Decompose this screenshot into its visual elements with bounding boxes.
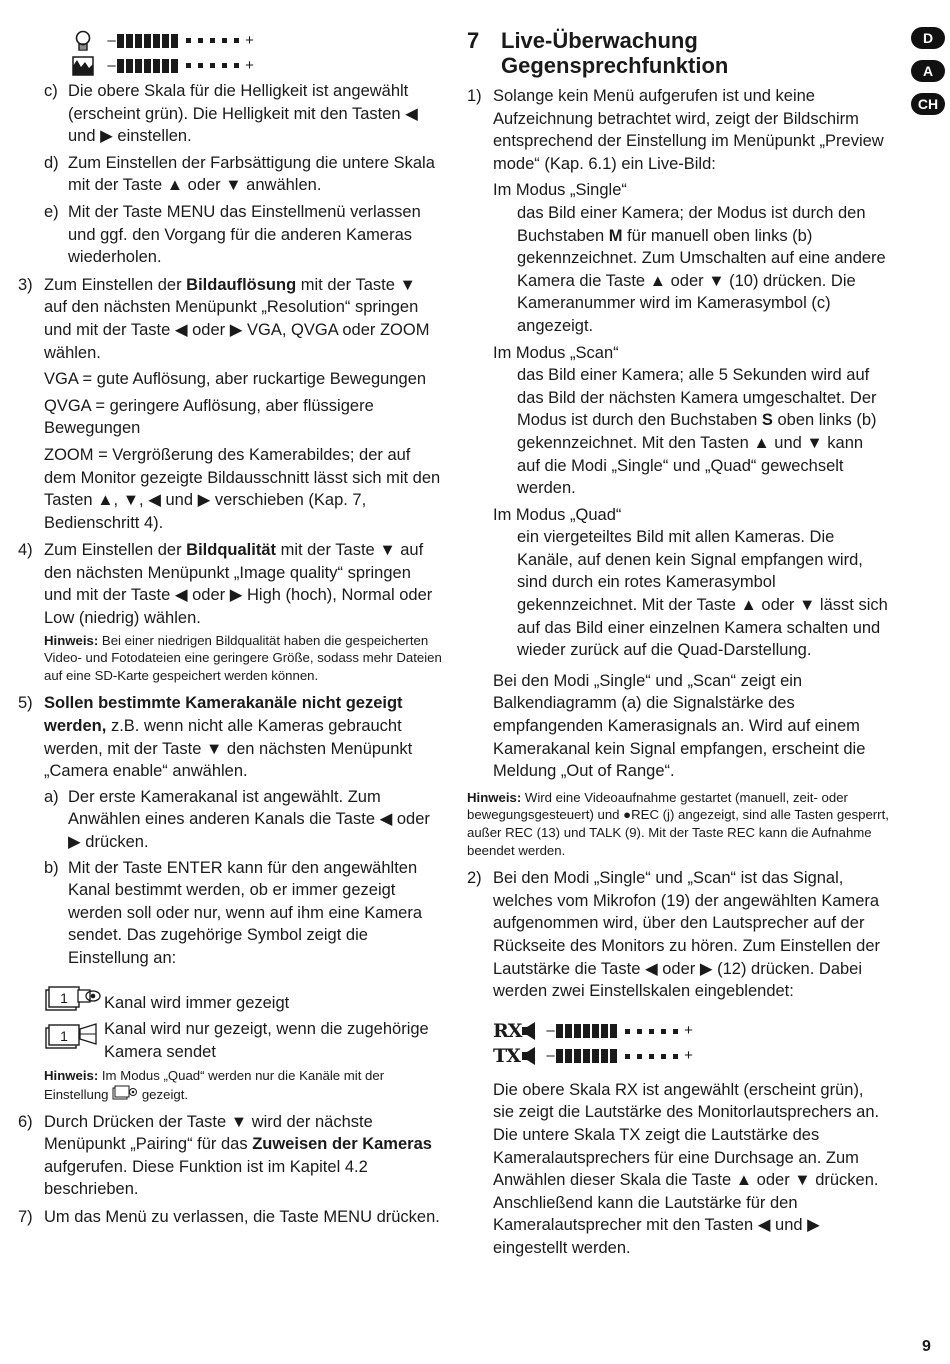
channel-always-row — [18, 984, 442, 1015]
camera-channel-always-icon — [112, 1085, 138, 1101]
recording-hint: Hinweis: Wird eine Videoaufnahme gestartet (manuell, zeit- oder bewegungsgesteuert) und ●REC (j) angezeigt, sind alle Tasten gesperrt, außer REC (13) und TALK (9). Mit der Taste REC kann die Aufnahme beendet werden. — [467, 789, 889, 858]
bar-diagram-text: Bei den Modi „Single“ und „Scan“ zeigt ein Balkendiagramm (a) die Signalstärke des empfangenden Kamerasignals an. Wird auf einem Kamerakanal kein Signal empfangen, erscheint die Meldung „Out of Range“. — [493, 671, 866, 781]
scale-plus: + — [684, 1022, 693, 1040]
scale-minus: – — [546, 1047, 555, 1065]
channel-sending-row — [18, 1018, 442, 1063]
mode-single-text: das Bild einer Kamera; der Modus ist durch den Buchstaben M für manuell oben links (b) gekennzeichnet. Zum Umschalten auf eine andere Kamera die Taste ▲ oder ▼ (10) drücken. Die Kameranummer wird im Kamerasymbol (c) angezeigt. — [517, 203, 886, 335]
rx-label: RX — [493, 1019, 522, 1042]
channel-number-label: 1 — [60, 1028, 68, 1045]
quality-instruction: Zum Einstellen der Bildqualität mit der Taste ▼ auf den nächsten Menüpunkt „Image quality“ springen und mit der Taste ◀ oder ▶ High (hoch), Normal oder Low (niedrig) wählen. — [44, 541, 433, 628]
resolution-instruction: Zum Einstellen der Bildauflösung mit der Taste ▼ auf den nächsten Menüpunkt „Resolution“ springen und mit der Taste ◀ oder ▶ VGA, QVGA oder ZOOM wählen. — [44, 275, 430, 362]
list-item-3: 3) Zum Einstellen der Bildauflösung mit der Taste ▼ auf den nächsten Menüpunkt „Resolution“ springen und mit der Taste ◀ oder ▶ VGA, QVGA oder ZOOM wählen. VGA = gute Auflösung, aber ruckartige Bewegungen QVGA = geringere Auflösung, aber flüssigere Bewegungen ZOOM = Vergrößerung des Kamerabildes; der auf dem Monitor gezeigte Bildausschnitt lässt sich mit den Tasten ▲, ▼, ◀ und ▶ verschieben (Kap. 7, Bedienschritt 4). — [18, 274, 442, 535]
step-e: e) Mit der Taste MENU das Einstellmenü verlassen und ggf. den Vorgang für die anderen Kameras wiederholen. — [44, 202, 421, 267]
list-item-6: 6) Durch Drücken der Taste ▼ wird der nächste Menüpunkt „Pairing“ für das Zuweisen der Kameras aufgerufen. Diese Funktion ist im Kapitel 4.2 beschrieben. — [18, 1112, 432, 1199]
step-d: d) Zum Einstellen der Farbsättigung die untere Skala mit der Taste ▲ oder ▼ anwählen. — [44, 153, 435, 195]
page-number: 9 — [922, 1338, 931, 1355]
lightbulb-icon — [68, 30, 98, 52]
list-item-4: 4) Zum Einstellen der Bildqualität mit der Taste ▼ auf den nächsten Menüpunkt „Image quality“ springen und mit der Taste ◀ oder ▶ High (hoch), Normal oder Low (niedrig) wählen. Hinweis: Bei einer niedrigen Bildqualität haben die gespeicherten Video- und Fotodateien eine geringere Größe, sodass mehr Dateien auf eine SD-Karte gespeichert werden können. — [18, 541, 442, 683]
scale-minus: – — [546, 1022, 555, 1040]
language-badge-d: D — [911, 27, 945, 49]
list-item-5: 5) Sollen bestimmte Kamerakanäle nicht gezeigt werden, z.B. wenn nicht alle Kameras gebraucht werden, mit der Taste ▼ den nächsten Menüpunkt „Camera enable“ anwählen. a) Der erste Kamerakanal ist angewählt. Zum Anwählen eines anderen Kanals die Taste ◀ oder ▶ drücken. b) Mit der Taste ENTER kann für den angewählten Kanal bestimmt werden, ob er immer gezeigt werden soll oder nur, wenn auf ihm eine Kamera sendet. Das zugehörige Symbol zeigt die Einstellung an: — [18, 692, 442, 969]
speaker-icon — [521, 1046, 539, 1066]
channel-always-label: Kanal wird immer gezeigt — [104, 993, 290, 1012]
language-badge-a: A — [911, 60, 945, 82]
scale-explanation: Die obere Skala RX ist angewählt (erscheint grün), sie zeigt die Lautstärke des Monitorlautsprechers an. Die untere Skala TX zeigt die Lautstärke des Kameralautsprechers für eine Durchsage an. Zum Anwählen dieser Skala die Taste ▲ oder ▼ drücken. Anschließend kann die Lautstärke für den Kameralautsprecher mit den Tasten ◀ und ▶ eingestellt werden. — [493, 1080, 880, 1257]
color-saturation-icon — [68, 55, 98, 77]
brightness-scale — [68, 28, 442, 53]
tx-label: TX — [493, 1044, 520, 1067]
left-column — [18, 28, 442, 1229]
mode-quad-text: ein viergeteiltes Bild mit allen Kameras. Die Kanäle, auf denen kein Signal empfangen wird, sind durch ein rotes Kamerasymbol gekennzeichnet. Mit der Taste ▲ oder ▼ lässt sich auf das Bild einer einzelnen Kamera schalten und wieder zurück auf die Quad-Darstellung. — [517, 528, 888, 660]
list-item-7: 7) Um das Menü zu verlassen, die Taste MENU drücken. — [18, 1207, 440, 1226]
scale-plus: + — [245, 56, 254, 74]
channel-number-label: 1 — [60, 989, 68, 1006]
camera-enable-instruction: Sollen bestimmte Kamerakanäle nicht gezeigt werden, z.B. wenn nicht alle Kameras gebraucht werden, mit der Taste ▼ den nächsten Menüpunkt „Camera enable“ anwählen. — [44, 694, 413, 781]
zoom-description: ZOOM = Vergrößerung des Kamerabildes; der auf dem Monitor gezeigte Bildausschnitt lässt sich mit den Tasten ▲, ▼, ◀ und ▶ verschieben (Kap. 7, Bedienschritt 4). — [44, 445, 441, 532]
camera-channel-always-icon — [44, 984, 102, 1014]
mode-scan-text: das Bild einer Kamera; alle 5 Sekunden wird auf das Bild der nächsten Kamera umgeschaltet. Der Modus ist durch den Buchstaben S oben links (b) gekennzeichnet. Mit den Tasten ▲ und ▼ kann auf die Modi „Single“ und „Quad“ gewechselt werden. — [517, 366, 877, 498]
color-scale — [68, 53, 442, 78]
right-column — [467, 28, 889, 1260]
camera-channel-sending-icon — [44, 1022, 102, 1052]
language-badge-ch: CH — [911, 93, 945, 115]
right-item-2: 2) Bei den Modi „Single“ und „Scan“ ist das Signal, welches vom Mikrofon (19) der angewählten Kamera aufgenommen wird, über den Lautsprecher auf der Rückseite des Monitors zu hören. Zum Einstellen der Lautstärke die Taste ◀ oder ▶ (12) drücken. Dabei werden zwei Einstellskalen eingeblendet: — [467, 869, 881, 1001]
step-5a: a) Der erste Kamerakanal ist angewählt. Zum Anwählen eines anderen Kanals die Taste ◀ oder ▶ drücken. — [44, 787, 430, 851]
mode-single-heading: Im Modus „Single“ — [493, 181, 627, 200]
step-5b: b) Mit der Taste ENTER kann für den angewählten Kanal bestimmt werden, ob er immer gezeigt werden soll oder nur, wenn auf ihm eine Kamera sendet. Das zugehörige Symbol zeigt die Einstellung an: — [44, 858, 423, 967]
scale-minus: – — [107, 31, 116, 49]
vga-description: VGA = gute Auflösung, aber ruckartige Bewegungen — [44, 370, 427, 389]
speaker-icon — [521, 1021, 539, 1041]
mode-quad-heading: Im Modus „Quad“ — [493, 505, 622, 524]
scale-plus: + — [684, 1047, 693, 1065]
scale-minus: – — [107, 56, 116, 74]
channel-sending-label: Kanal wird nur gezeigt, wenn die zugehörige Kamera sendet — [104, 1020, 429, 1061]
mode-scan-heading: Im Modus „Scan“ — [493, 343, 619, 362]
tx-scale — [493, 1044, 889, 1069]
quality-hint: Hinweis: Bei einer niedrigen Bildqualität haben die gespeicherten Video- und Fotodateien eine geringere Größe, sodass mehr Dateien auf eine SD-Karte gespeichert werden können. — [44, 632, 442, 683]
quad-hint: Hinweis: Im Modus „Quad“ werden nur die Kanäle mit der Einstellung gezeigt. — [44, 1068, 385, 1102]
qvga-description: QVGA = geringere Auflösung, aber flüssigere Bewegungen — [44, 396, 374, 438]
right-item-1: 1) Solange kein Menü aufgerufen ist und keine Aufzeichnung betrachtet wird, zeigt der Bildschirm entsprechend der Einstellung im Menüpunkt „Preview mode“ (Kap. 6.1) ein Live-Bild: — [467, 87, 884, 173]
step-c: c) Die obere Skala für die Helligkeit ist angewählt (erscheint grün). Die Helligkeit mit den Tasten ◀ und ▶ einstellen. — [44, 82, 418, 146]
section-title: 7 Live-Überwachung Gegensprechfunktion — [467, 28, 729, 78]
rx-scale — [493, 1019, 889, 1044]
scale-plus: + — [245, 31, 254, 49]
